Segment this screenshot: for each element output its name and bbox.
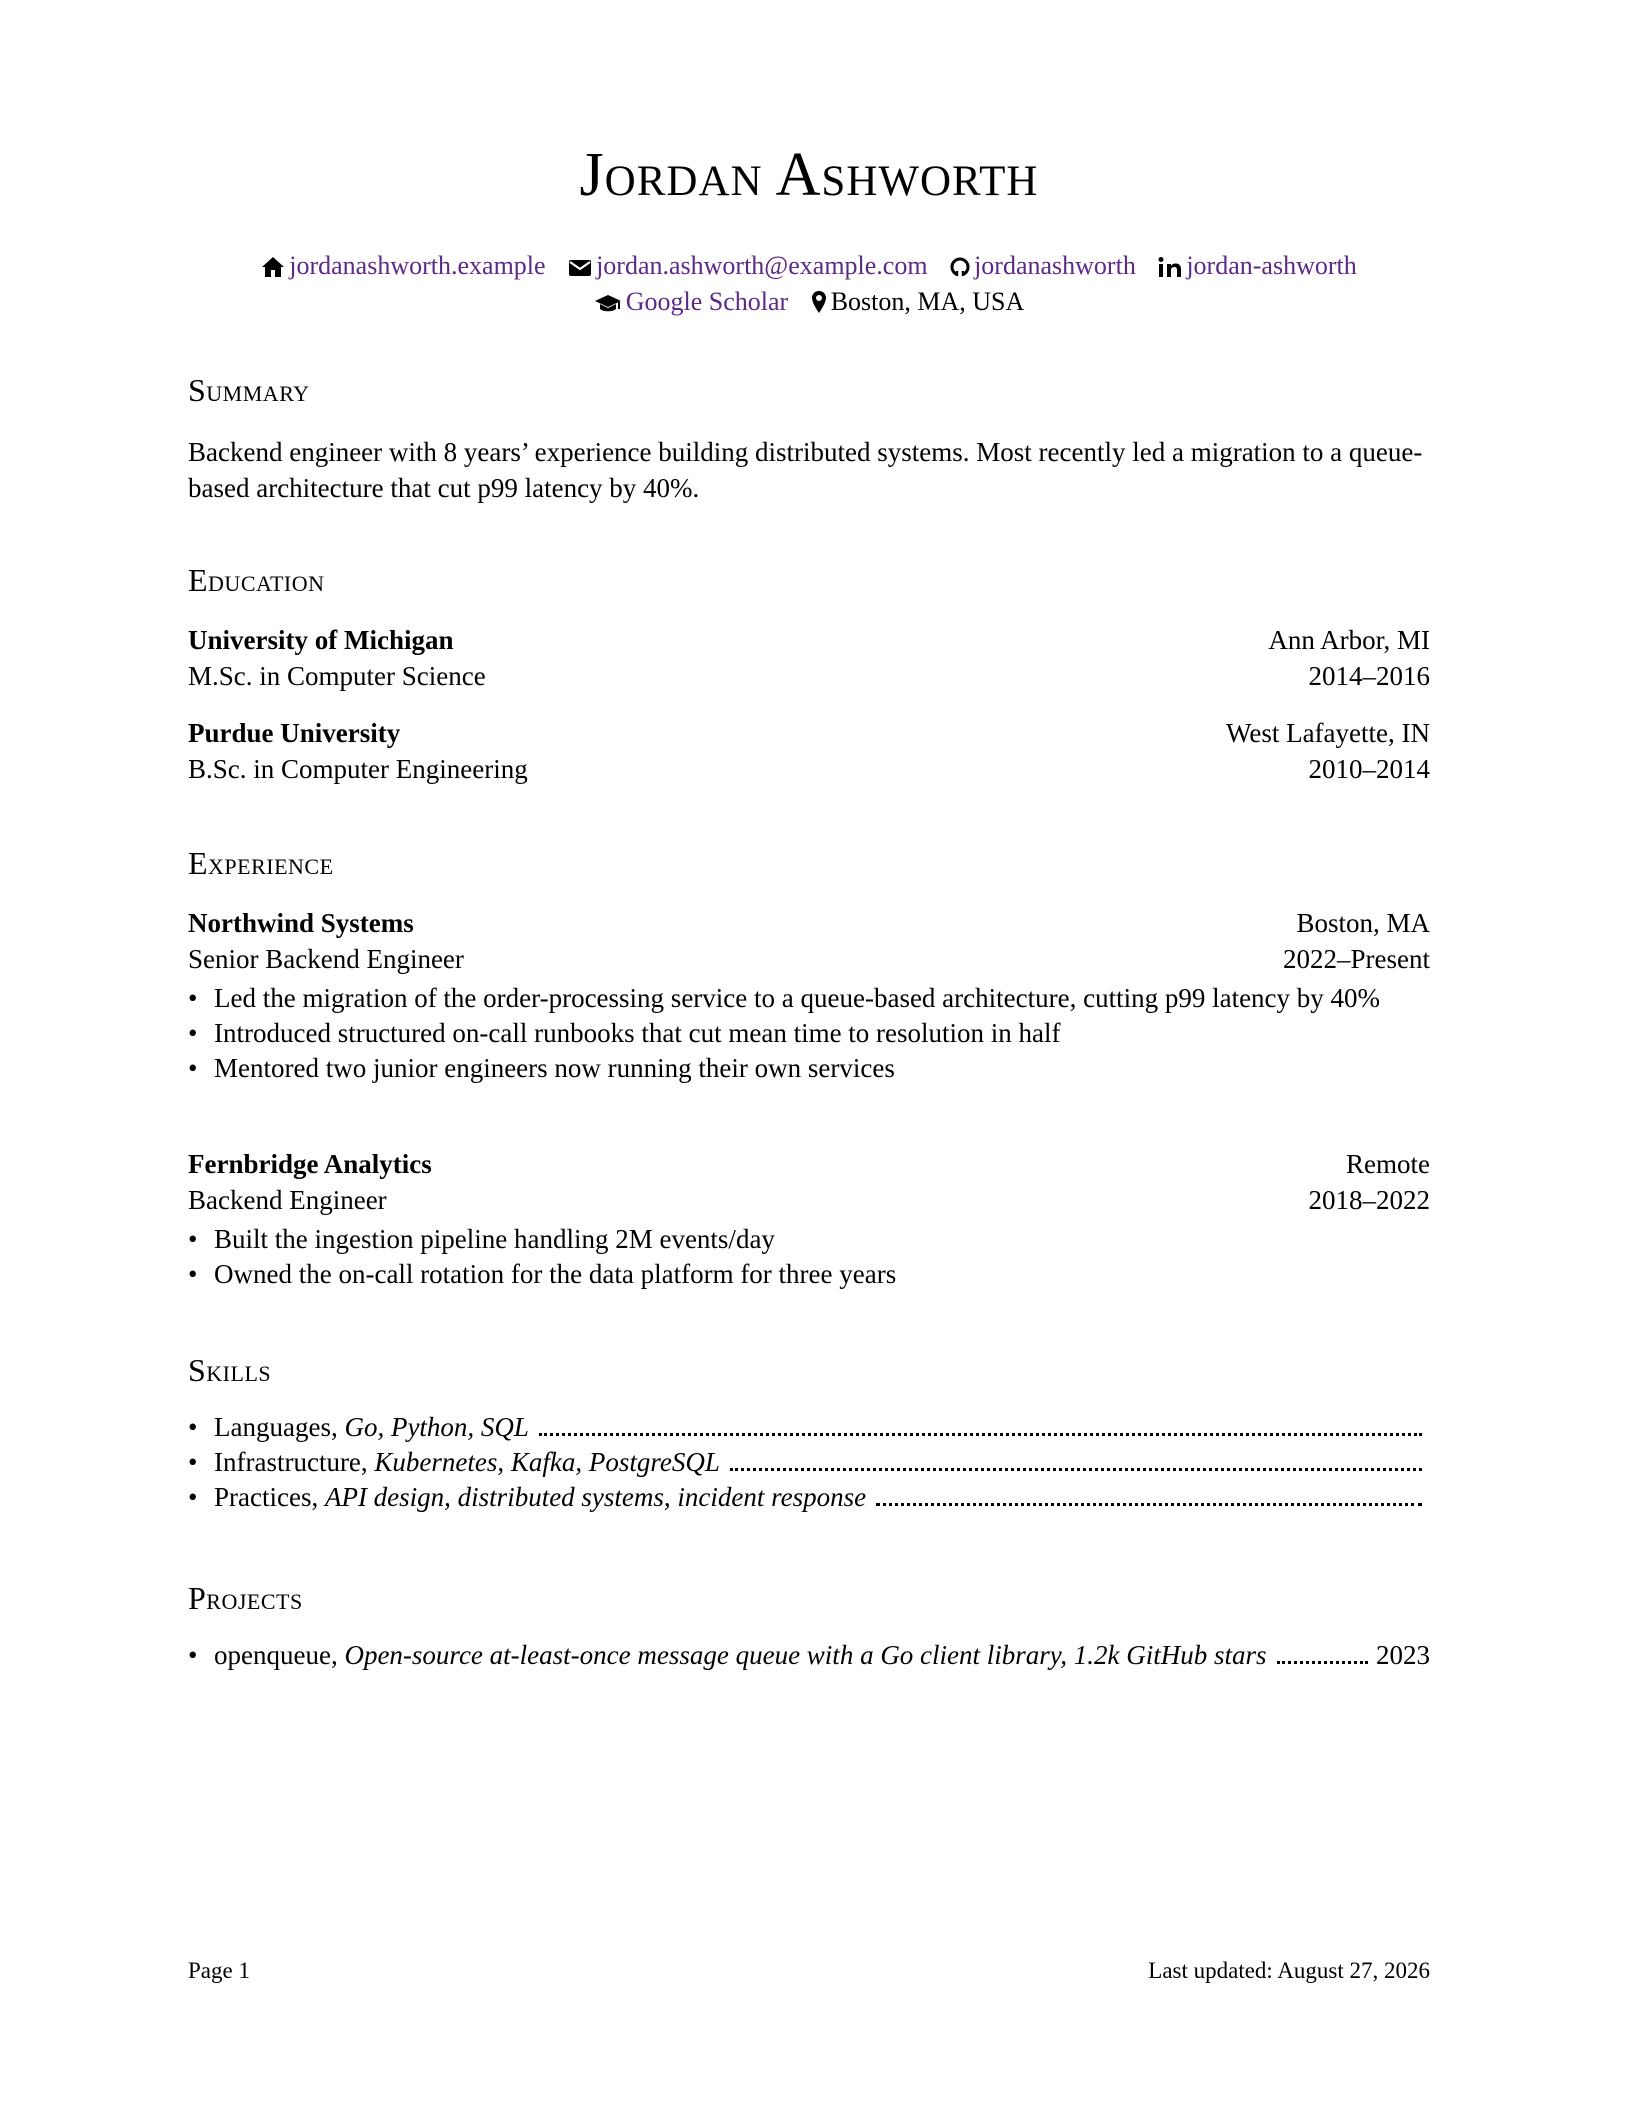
skill-values: Go, Python, SQL bbox=[344, 1412, 529, 1442]
scholar-link[interactable]: Google Scholar bbox=[594, 286, 788, 322]
page-number: Page 1 bbox=[188, 1958, 250, 1983]
project-description: Open-source at-least-once message queue with a Go client library, 1.2k GitHub stars bbox=[344, 1640, 1267, 1670]
degree: B.Sc. in Computer Engineering bbox=[188, 754, 528, 784]
institution-location: West Lafayette, IN bbox=[1226, 718, 1430, 748]
skill-category: Infrastructure, bbox=[214, 1447, 368, 1477]
job-dates: 2018–2022 bbox=[1308, 1185, 1430, 1215]
project-year: 2023 bbox=[1376, 1640, 1430, 1670]
skill-values: API design, distributed systems, incident response bbox=[324, 1482, 867, 1512]
list-item bbox=[188, 1410, 1430, 1445]
achievement-list bbox=[188, 981, 1430, 1086]
last-updated: Last updated: August 27, 2026 bbox=[1148, 1958, 1430, 1983]
institution-name: Purdue University bbox=[188, 718, 401, 748]
list-item: • Owned the on-call rotation for the data platform for three years bbox=[188, 1257, 1430, 1292]
contact-line bbox=[188, 250, 1430, 322]
dot-leader bbox=[1277, 1661, 1368, 1664]
page-footer bbox=[188, 1958, 1430, 1984]
dot-leader bbox=[730, 1468, 1422, 1471]
education-entry bbox=[188, 622, 1430, 694]
list-item: • Led the migration of the order-processing service to a queue-based architecture, cutting p99 latency by 40% bbox=[188, 981, 1430, 1016]
envelope-icon bbox=[568, 254, 592, 286]
home-icon bbox=[261, 254, 285, 286]
skills-heading: Skills bbox=[188, 1352, 272, 1388]
linkedin-link[interactable]: jordan-ashworth bbox=[1158, 250, 1356, 286]
company-name: Fernbridge Analytics bbox=[188, 1149, 432, 1179]
skills-list bbox=[188, 1410, 1430, 1515]
experience-heading: Experience bbox=[188, 845, 334, 881]
location: Boston, MA, USA bbox=[811, 286, 1025, 322]
job-title: Senior Backend Engineer bbox=[188, 944, 464, 974]
resume-page bbox=[188, 0, 1430, 2112]
education-heading: Education bbox=[188, 562, 325, 598]
projects-heading: Projects bbox=[188, 1580, 303, 1616]
list-item: • Built the ingestion pipeline handling 2M events/day bbox=[188, 1222, 1430, 1257]
skill-values: Kubernetes, Kafka, PostgreSQL bbox=[374, 1447, 720, 1477]
job-dates: 2022–Present bbox=[1283, 944, 1430, 974]
github-icon bbox=[950, 254, 970, 286]
list-item bbox=[188, 1638, 1430, 1673]
map-pin-icon bbox=[811, 290, 827, 322]
list-item bbox=[188, 1445, 1430, 1480]
degree: M.Sc. in Computer Science bbox=[188, 661, 486, 691]
achievement-list bbox=[188, 1222, 1430, 1292]
dot-leader bbox=[876, 1503, 1422, 1506]
list-item: • Mentored two junior engineers now running their own services bbox=[188, 1051, 1430, 1086]
job-title: Backend Engineer bbox=[188, 1185, 387, 1215]
experience-entry bbox=[188, 905, 1430, 1086]
experience-entry bbox=[188, 1146, 1430, 1292]
graduation-cap-icon bbox=[594, 290, 622, 322]
linkedin-icon bbox=[1158, 254, 1182, 286]
dot-leader bbox=[539, 1433, 1422, 1436]
github-link[interactable]: jordanashworth bbox=[950, 250, 1136, 286]
summary-heading: Summary bbox=[188, 372, 310, 408]
candidate-name: Jordan Ashworth bbox=[579, 141, 1039, 209]
list-item: • Introduced structured on-call runbooks that cut mean time to resolution in half bbox=[188, 1016, 1430, 1051]
email-link[interactable]: jordan.ashworth@example.com bbox=[568, 250, 928, 286]
company-location: Boston, MA bbox=[1296, 908, 1430, 938]
project-name: openqueue, bbox=[214, 1640, 338, 1670]
website-link[interactable]: jordanashworth.example bbox=[261, 250, 545, 286]
summary-text: Backend engineer with 8 years’ experience building distributed systems. Most recently led a migration to a queue-based architecture that cut p99 latency by 40%. bbox=[188, 437, 1423, 503]
skill-category: Languages, bbox=[214, 1412, 338, 1442]
education-dates: 2014–2016 bbox=[1308, 661, 1430, 691]
projects-list bbox=[188, 1638, 1430, 1673]
institution-name: University of Michigan bbox=[188, 625, 454, 655]
company-name: Northwind Systems bbox=[188, 908, 414, 938]
education-entry bbox=[188, 715, 1430, 787]
education-dates: 2010–2014 bbox=[1308, 754, 1430, 784]
list-item bbox=[188, 1480, 1430, 1515]
institution-location: Ann Arbor, MI bbox=[1268, 625, 1430, 655]
skill-category: Practices, bbox=[214, 1482, 319, 1512]
company-location: Remote bbox=[1346, 1149, 1430, 1179]
